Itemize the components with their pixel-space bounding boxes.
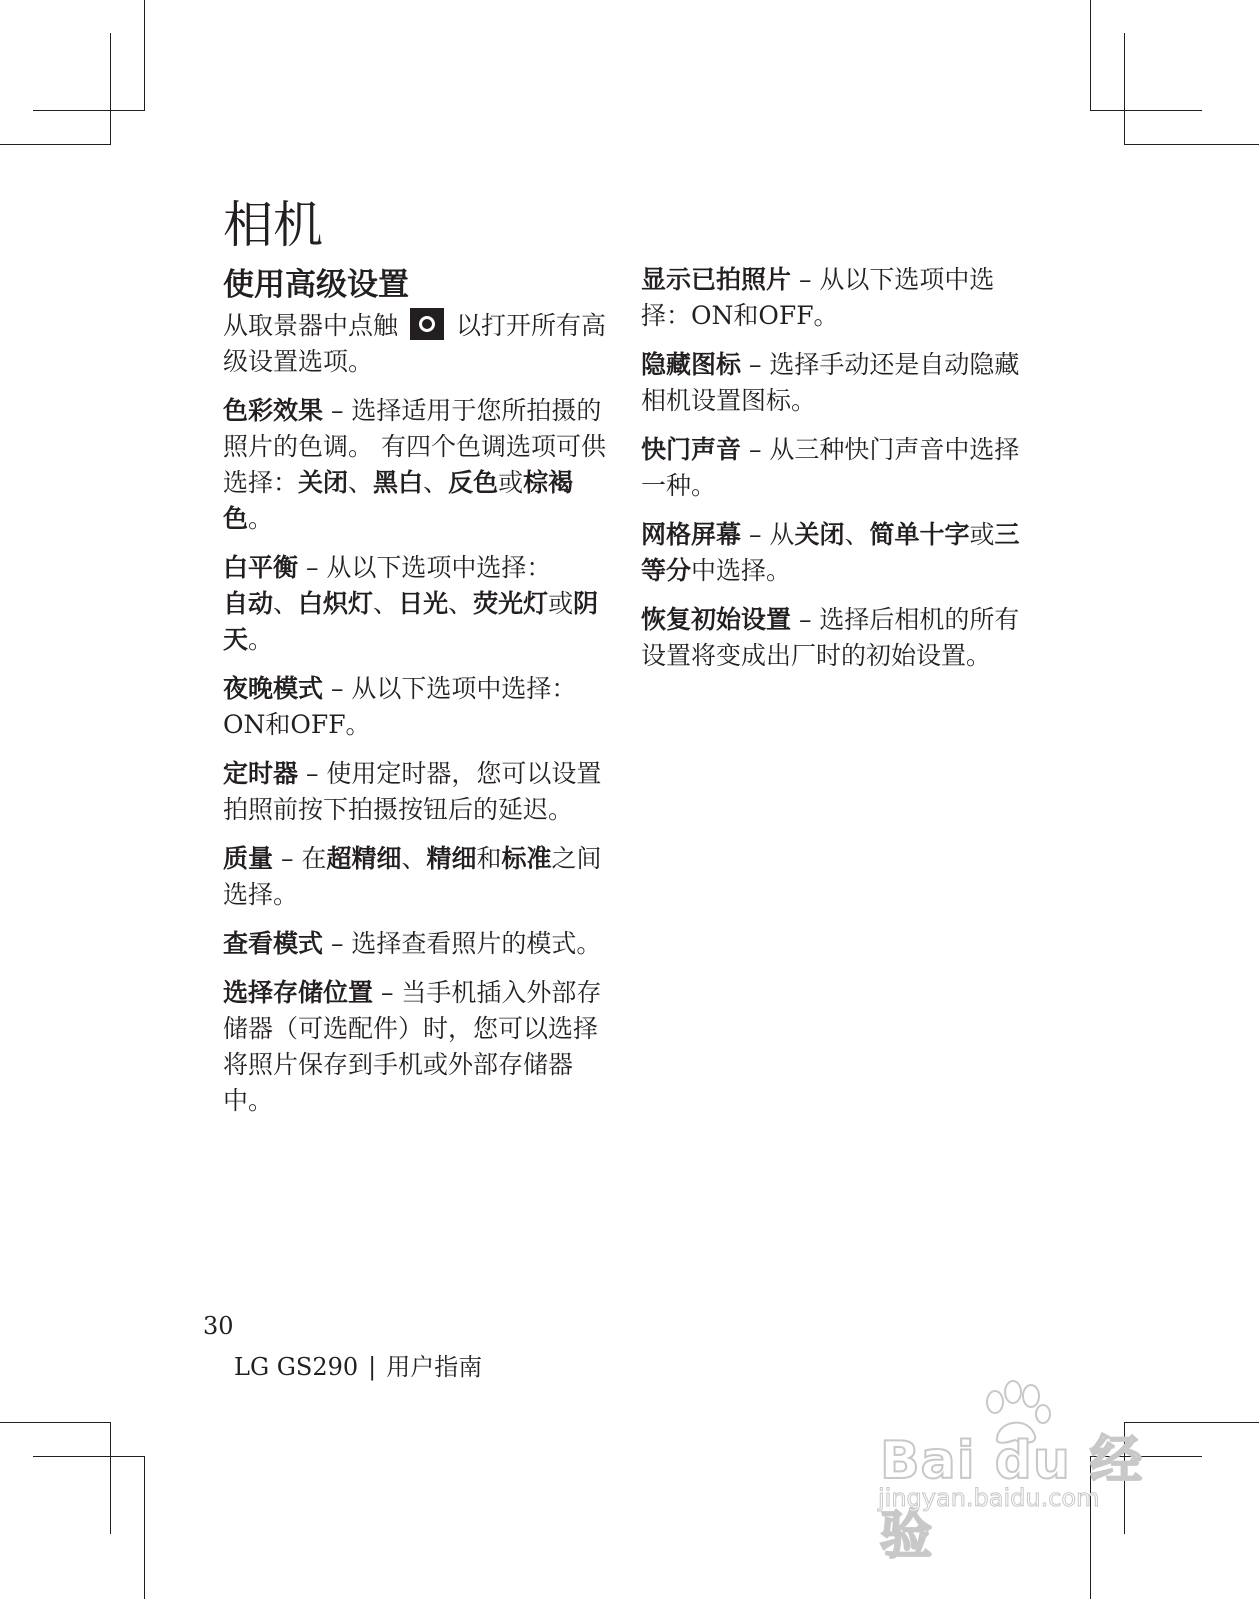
setting-text: 在 [301, 844, 327, 873]
setting-text: 选择手动还是自动隐藏相机设置图标。 [641, 350, 1020, 415]
watermark-brand: Bai du 经验 [880, 1431, 1143, 1566]
setting-text: 、 [273, 589, 299, 618]
setting-name: 快门声音 [641, 435, 742, 464]
watermark-url: jingyan.baidu.com [878, 1484, 1100, 1512]
option-name: 日光 [398, 589, 449, 618]
setting-text: 、 [448, 589, 474, 618]
option-name: 自动 [223, 589, 274, 618]
setting-text: 。 [248, 504, 274, 533]
setting-text: 或 [969, 520, 995, 549]
setting-text: – [741, 350, 770, 379]
crop-mark [1090, 0, 1091, 111]
setting-text: 或 [498, 468, 524, 497]
setting-text: 选择适用于您所拍摄的照片的色调。 有四个色调选项可供选择： [223, 396, 606, 497]
crop-mark [110, 33, 111, 145]
crop-mark [0, 144, 111, 145]
option-name: 标准 [501, 844, 552, 873]
option-name: 阴天 [223, 589, 599, 654]
setting-name: 定时器 [223, 759, 299, 788]
setting-text: – [741, 435, 770, 464]
setting-text: 使用定时器，您可以设置拍照前按下拍摄按钮后的延迟。 [223, 759, 602, 824]
option-name: 三等分 [641, 520, 1020, 585]
crop-mark [0, 1422, 111, 1423]
option-name: 反色 [448, 468, 499, 497]
setting-text: 。 [248, 625, 274, 654]
page-number: 30 [203, 1312, 234, 1340]
setting-text: 从以下选项中选择： [326, 553, 552, 582]
intro-text-after: 以打开所有高级设置选项。 [223, 311, 607, 376]
setting-entry [641, 602, 1041, 674]
option-name: 黑白 [373, 468, 424, 497]
baidu-watermark [870, 1380, 1170, 1566]
setting-text: 之间选择。 [223, 844, 602, 909]
crop-mark [1124, 33, 1125, 145]
page-title: 相机 [223, 196, 323, 254]
setting-text: – [323, 674, 352, 703]
setting-text: 、 [423, 468, 449, 497]
right-entries [641, 262, 1041, 674]
option-name: 精细 [426, 844, 477, 873]
setting-text: 从 [769, 520, 795, 549]
crop-mark [33, 110, 145, 111]
setting-name: 查看模式 [223, 929, 324, 958]
section-heading: 使用高级设置 [223, 267, 409, 303]
setting-text: – [323, 929, 352, 958]
left-column [223, 262, 613, 1132]
setting-entry [223, 926, 613, 962]
setting-name: 色彩效果 [223, 396, 324, 425]
option-name: 关闭 [794, 520, 845, 549]
setting-text: 从三种快门声音中选择一种。 [641, 435, 1020, 500]
setting-text: – [298, 553, 327, 582]
setting-text: 和 [476, 844, 502, 873]
footer-guide: 用户指南 [386, 1353, 483, 1381]
option-name: 关闭 [298, 468, 349, 497]
setting-name: 隐藏图标 [641, 350, 742, 379]
setting-entry [223, 393, 613, 537]
setting-name: 质量 [223, 844, 274, 873]
setting-text: 、 [373, 589, 399, 618]
setting-text: 或 [548, 589, 574, 618]
crop-mark [144, 0, 145, 111]
setting-entry [223, 975, 613, 1119]
setting-text: – [791, 265, 820, 294]
footer-separator: | [368, 1353, 377, 1381]
setting-text: 选择查看照片的模式。 [351, 929, 602, 958]
option-name: 简单十字 [869, 520, 970, 549]
setting-entry [641, 517, 1041, 589]
intro-text-before: 从取景器中点触 [223, 311, 399, 340]
setting-name: 选择存储位置 [223, 978, 374, 1007]
setting-name: 网格屏幕 [641, 520, 742, 549]
setting-text: 、 [401, 844, 427, 873]
option-name: 白炽灯 [298, 589, 374, 618]
intro-paragraph [223, 308, 613, 380]
setting-entry [223, 756, 613, 828]
setting-text: – [373, 978, 402, 1007]
setting-text: 选择后相机的所有设置将变成出厂时的初始设置。 [641, 605, 1020, 670]
setting-text: 中选择。 [691, 556, 792, 585]
setting-text: – [298, 759, 327, 788]
setting-text: 、 [844, 520, 870, 549]
footer-text [234, 1347, 482, 1382]
crop-mark [1124, 144, 1259, 145]
setting-name: 显示已拍照片 [641, 265, 792, 294]
setting-name: 恢复初始设置 [641, 605, 792, 634]
option-name: 超精细 [326, 844, 402, 873]
footer-model: LG GS290 [234, 1353, 359, 1381]
setting-text: 、 [348, 468, 374, 497]
setting-name: 白平衡 [223, 553, 299, 582]
setting-name: 夜晚模式 [223, 674, 324, 703]
setting-text: – [741, 520, 770, 549]
crop-mark [144, 1456, 145, 1599]
setting-entry [641, 347, 1041, 419]
settings-icon [410, 308, 444, 340]
setting-text: – [273, 844, 302, 873]
setting-entry [641, 262, 1041, 334]
left-entries [223, 393, 613, 1119]
setting-entry [223, 550, 613, 658]
right-column [641, 262, 1041, 687]
setting-text: – [323, 396, 352, 425]
crop-mark [1090, 110, 1202, 111]
setting-entry [641, 432, 1041, 504]
setting-entry [223, 671, 613, 743]
crop-mark [33, 1456, 145, 1457]
setting-text: 从以下选项中选择：ON和OFF。 [641, 265, 995, 330]
setting-text: – [791, 605, 820, 634]
setting-text: 从以下选项中选择：ON和OFF。 [223, 674, 577, 739]
crop-mark [110, 1422, 111, 1534]
option-name: 棕褐色 [223, 468, 574, 533]
setting-entry [223, 841, 613, 913]
setting-text: 当手机插入外部存储器（可选配件）时，您可以选择将照片保存到手机或外部存储器中。 [223, 978, 602, 1115]
option-name: 荧光灯 [473, 589, 549, 618]
